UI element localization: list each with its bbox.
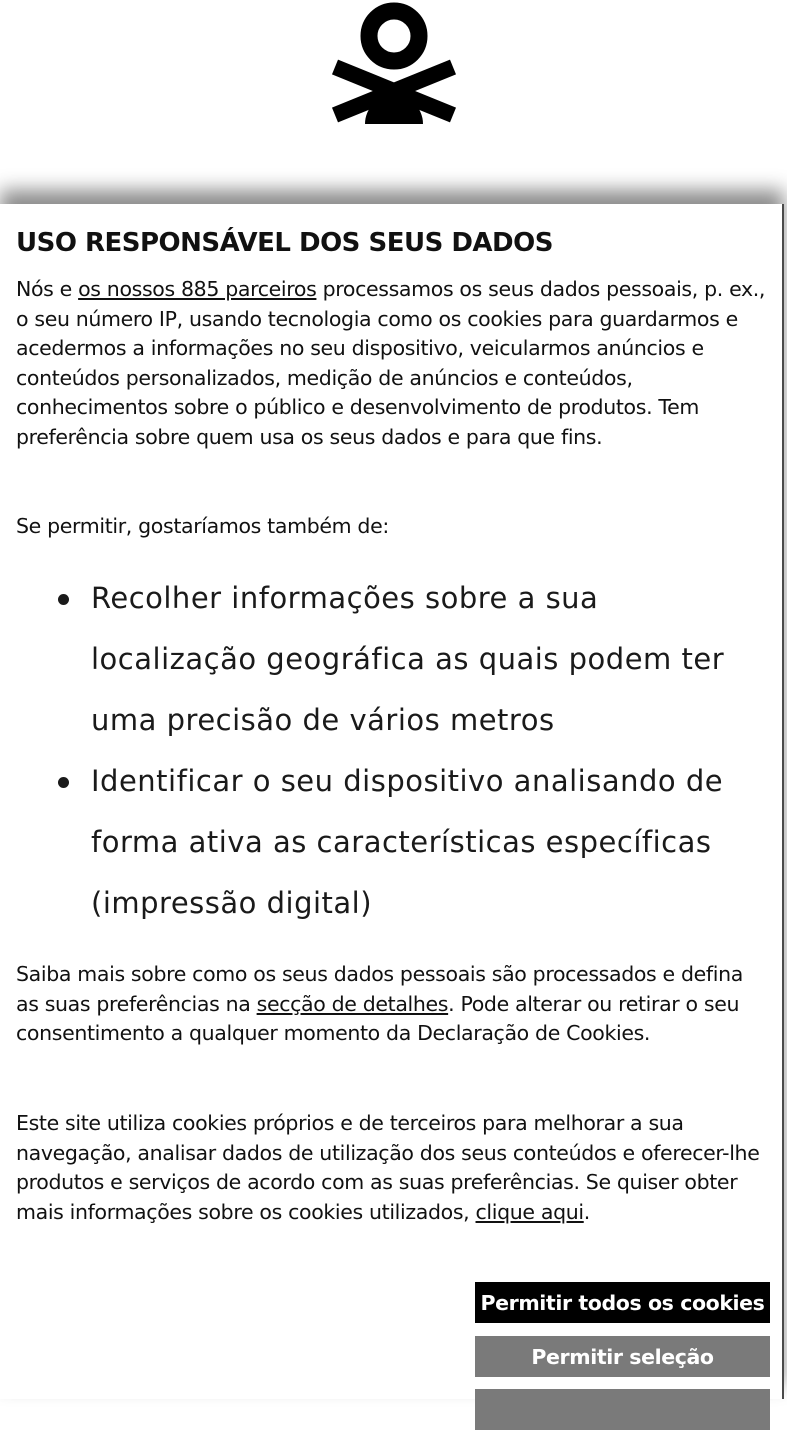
list-item xyxy=(0,568,784,751)
details-section-link[interactable]: secção de detalhes xyxy=(256,991,449,1016)
details-text-start: Saiba mais sobre como os seus dados pessoais são processados e defina as suas preferências na xyxy=(16,962,743,1016)
purpose-device-fingerprint: Identificar o seu dispositivo analisando de forma ativa as características específicas (impressão digital) xyxy=(91,764,724,920)
bullet-icon xyxy=(58,594,69,605)
intro-paragraph xyxy=(16,275,768,452)
allow-all-cookies-button[interactable]: Permitir todos os cookies xyxy=(475,1282,770,1323)
header-logo-area xyxy=(0,0,787,200)
allow-selection-button[interactable]: Permitir seleção xyxy=(475,1336,770,1377)
site-cookies-paragraph xyxy=(16,1109,768,1227)
site-cookies-text: Este site utiliza cookies próprios e de terceiros para melhorar a sua navegação, analisar dados de utilização dos seus conteúdos e oferecer-lhe produtos e serviços de acordo com as suas preferências. Se quiser obter mais informações sobre os cookies utilizados, xyxy=(16,1111,760,1224)
bullet-icon xyxy=(58,777,69,788)
dialog-title: USO RESPONSÁVEL DOS SEUS DADOS xyxy=(16,228,553,258)
necessary-cookies-button[interactable] xyxy=(475,1389,770,1430)
partners-link[interactable]: os nossos 885 parceiros xyxy=(78,277,317,301)
purposes-list xyxy=(0,568,784,934)
details-text-end: . Pode alterar ou retirar o seu consentimento a qualquer momento da Declaração de Cookies. xyxy=(16,991,740,1045)
click-here-link[interactable]: clique aqui xyxy=(475,1199,584,1224)
cookie-consent-dialog xyxy=(0,204,784,1399)
list-item xyxy=(0,751,784,934)
site-cookies-text-end: . xyxy=(583,1199,590,1224)
allow-intro-text: Se permitir, gostaríamos também de: xyxy=(16,514,389,538)
benetton-logo-icon xyxy=(327,2,461,124)
intro-text-end: processamos os seus dados pessoais, p. ex., o seu número IP, usando tecnologia como os cookies para guardarmos e acedermos a informações no seu dispositivo, veicularmos anúncios e conteúdos personalizados, medição de anúncios e conteúdos, conhecimentos sobre o público e desenvolvimento de produtos. Tem preferência sobre quem usa os seus dados e para que fins. xyxy=(16,277,766,449)
intro-text-start: Nós e xyxy=(16,277,79,301)
purpose-geolocation: Recolher informações sobre a sua localização geográfica as quais podem ter uma precisão de vários metros xyxy=(91,581,725,737)
details-paragraph xyxy=(16,960,768,1049)
